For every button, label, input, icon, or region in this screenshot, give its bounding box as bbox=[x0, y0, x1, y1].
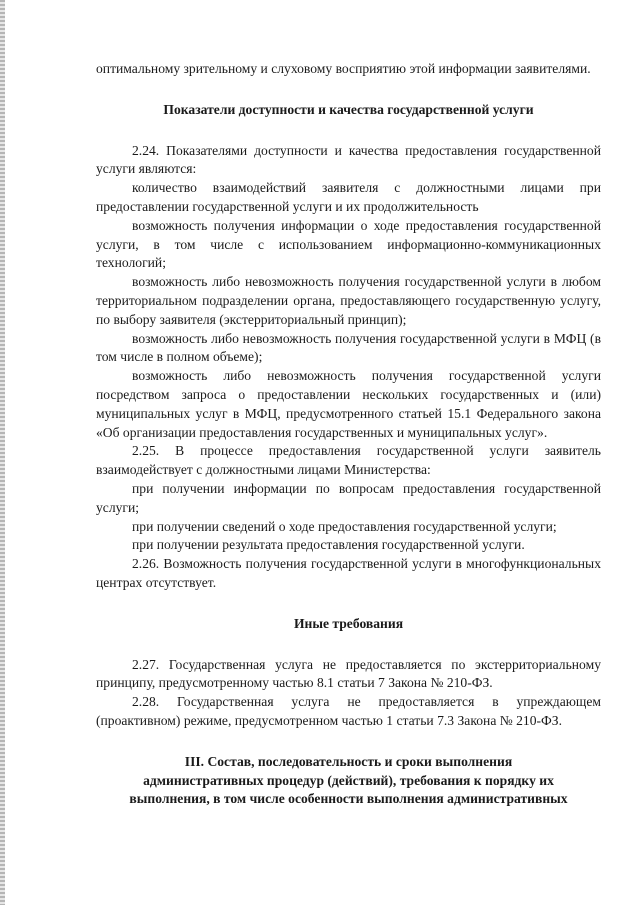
paragraph-2-26: 2.26. Возможность получения государственной услуги в многофункциональных центрах отсутствует. bbox=[96, 556, 601, 590]
list-item: количество взаимодействий заявителя с должностными лицами при предоставлении государственной услуги и их продолжительность bbox=[96, 180, 601, 214]
section-title-other-requirements: Иные требования bbox=[293, 615, 404, 631]
list-item: при получении сведений о ходе предоставления государственной услуги; bbox=[132, 518, 557, 534]
list-item: при получении информации по вопросам предоставления государственной услуги; bbox=[96, 480, 601, 515]
section-title-accessibility: Показатели доступности и качества государственной услуги bbox=[163, 101, 534, 117]
list-item: возможность либо невозможность получения государственной услуги в МФЦ (в том числе в полном объеме); bbox=[96, 330, 601, 365]
list-item: при получении результата предоставления государственной услуги. bbox=[132, 537, 525, 553]
scan-edge bbox=[0, 0, 5, 905]
list-item: возможность либо невозможность получения государственной услуги в любом территориальном подразделении органа, предоставляющего государственную услугу, по выбору заявителя (экстерриториальный принцип); bbox=[96, 274, 601, 327]
paragraph-2-27: 2.27. Государственная услуга не предоставляется по экстерриториальному принципу, предусмотренному частью 8.1 статьи 7 Закона № 210-ФЗ. bbox=[96, 656, 601, 691]
section-title-iii-line-1: III. Состав, последовательность и сроки выполнения bbox=[184, 753, 513, 769]
paragraph-2-25: 2.25. В процессе предоставления государственной услуги заявитель взаимодействует с должностными лицами Министерства: bbox=[96, 443, 601, 478]
intro-paragraph: оптимальному зрительному и слуховому восприятию этой информации заявителями. bbox=[96, 61, 591, 76]
list-item: возможность либо невозможность получения государственной услуги посредством запроса о предоставлении нескольких государственных и (или) муниципальных услуг в МФЦ, предусмотренного статьей 15.1 Федерального закона «Об организации предоставления государственных и муниципальных услуг». bbox=[96, 368, 601, 440]
paragraph-2-28: 2.28. Государственная услуга не предоставляется в упреждающем (проактивном) режиме, предусмотренном частью 1 статьи 7.3 Закона № 210-ФЗ. bbox=[96, 694, 601, 728]
section-title-iii-line-3: выполнения, в том числе особенности выполнения административных bbox=[129, 791, 568, 807]
list-item: возможность получения информации о ходе предоставления государственной услуги, в том числе с использованием информационно-коммуникационных технологий; bbox=[96, 217, 601, 271]
section-title-iii-line-2: административных процедур (действий), требования к порядку их bbox=[143, 772, 554, 788]
document-page bbox=[96, 60, 601, 809]
paragraph-2-24: 2.24. Показателями доступности и качества предоставления государственной услуги являются: bbox=[96, 142, 601, 177]
